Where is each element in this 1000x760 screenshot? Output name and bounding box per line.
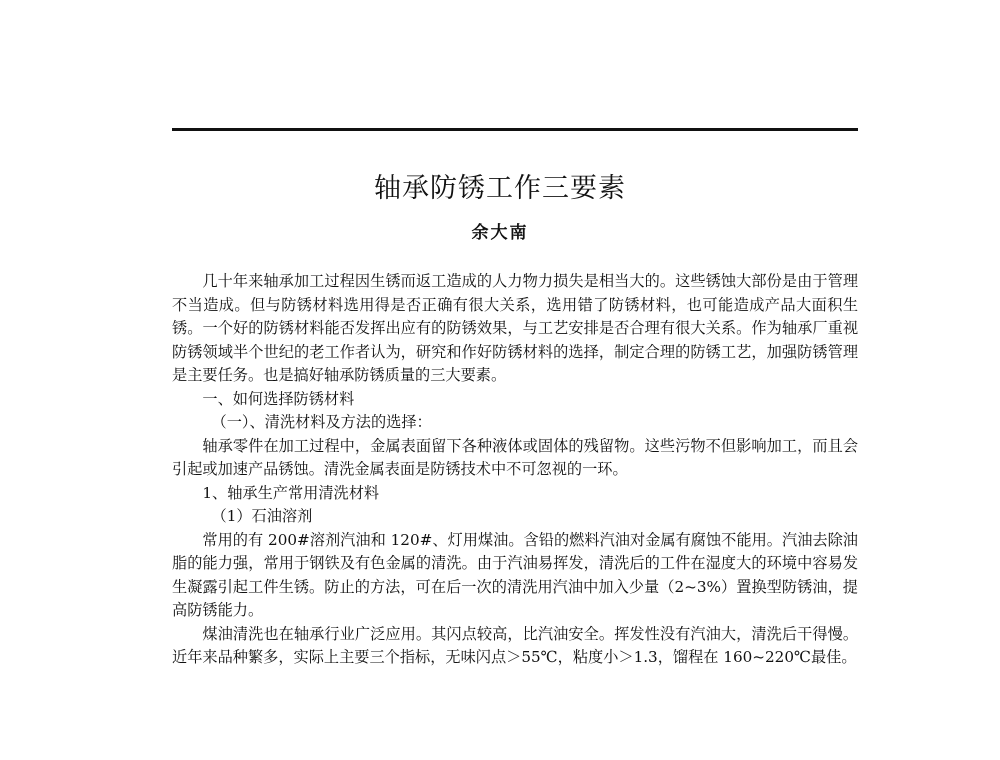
item-heading-1a: （1）石油溶剂 bbox=[211, 507, 313, 525]
header-rule bbox=[172, 128, 858, 131]
subsection-heading-1: （一）、清洗材料及方法的选择： bbox=[211, 413, 432, 431]
intro-paragraph: 几十年来轴承加工过程因生锈而返工造成的人力物力损失是相当大的。这些锈蚀大部份是由于管理不当造成。但与防锈材料选用得是否正确有很大关系，选用错了防锈材料，也可能造成产品大面积生锈。一个好的防锈材料能否发挥出应有的防锈效果，与工艺安排是否合理有很大关系。作为轴承厂重视防锈领域半个世纪的老工作者认为，研究和作好防锈材料的选择，制定合理的防锈工艺，加强防锈管理是主要任务。也是搞好轴承防锈质量的三大要素。 bbox=[172, 272, 858, 384]
article-body bbox=[172, 270, 858, 670]
article-author: 余大南 bbox=[471, 223, 529, 243]
cleaning-paragraph: 轴承零件在加工过程中，金属表面留下各种液体或固体的残留物。这些污物不但影响加工，而且会引起或加速产品锈蚀。清洗金属表面是防锈技术中不可忽视的一环。 bbox=[172, 436, 858, 478]
solvent-paragraph: 常用的有 200#溶剂汽油和 120#、灯用煤油。含铅的燃料汽油对金属有腐蚀不能用。汽油去除油脂的能力强，常用于钢铁及有色金属的清洗。由于汽油易挥发，清洗后的工件在湿度大的环境中容易发生凝露引起工件生锈。防止的方法，可在后一次的清洗用汽油中加入少量（2~3%）置换型防锈油，提高防锈能力。 bbox=[172, 530, 858, 619]
article-title: 轴承防锈工作三要素 bbox=[374, 173, 626, 204]
section-heading-1: 一、如何选择防锈材料 bbox=[202, 389, 355, 408]
kerosene-paragraph: 煤油清洗也在轴承行业广泛应用。其闪点较高，比汽油安全。挥发性没有汽油大，清洗后干得慢。近年来品种繁多，实际上主要三个指标，无味闪点＞55℃，粘度小＞1.3，馏程在 160~220℃最佳。 bbox=[172, 624, 858, 666]
item-heading-1: 1、轴承生产常用清洗材料 bbox=[202, 483, 380, 502]
